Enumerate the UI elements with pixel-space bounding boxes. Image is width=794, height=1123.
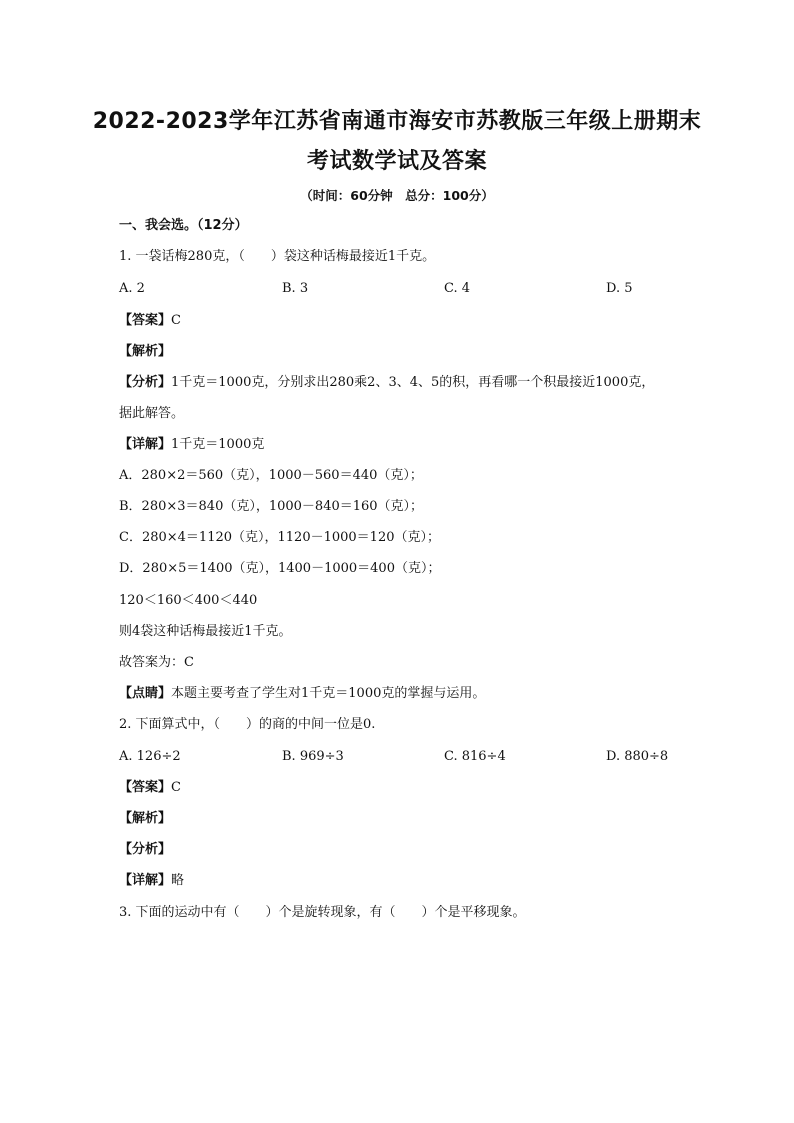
q1-fenxi-cont: 据此解答。 — [119, 406, 185, 421]
q1-fenxi — [119, 374, 654, 392]
q2-option-d: D. 880÷8 — [606, 749, 669, 764]
answer-tag: 【答案】 — [119, 780, 172, 795]
question-3-stem: 3. 下面的运动中有（ ）个是旋转现象，有（ ）个是平移现象。 — [119, 905, 526, 920]
xiangjie-tag: 【详解】 — [119, 437, 172, 452]
q2-analysis-tag: 【解析】 — [119, 811, 172, 826]
q1-option-a: A. 2 — [119, 281, 145, 296]
section-heading: 一、我会选。（12分） — [119, 218, 248, 233]
q1-dianjing — [119, 685, 485, 703]
fenxi-tag: 【分析】 — [119, 375, 172, 390]
q1-step: 则4袋这种话梅最接近1千克。 — [119, 624, 292, 639]
xiangjie-text: 1千克＝1000克 — [171, 437, 265, 452]
page-title-line-2: 考试数学试及答案 — [306, 149, 487, 174]
q1-analysis-tag: 【解析】 — [119, 344, 172, 359]
question-2-stem: 2. 下面算式中，（ ）的商的中间一位是0. — [119, 717, 376, 732]
q1-option-c: C. 4 — [444, 281, 471, 296]
q1-answer — [119, 312, 181, 330]
dianjing-tag: 【点睛】 — [119, 686, 172, 701]
q1-step: B．280×3＝840（克），1000－840＝160（克）； — [119, 499, 424, 514]
question-1-stem: 1. 一袋话梅280克，（ ）袋这种话梅最接近1千克。 — [119, 249, 436, 264]
answer-value: C — [171, 780, 181, 795]
exam-info: （时间：60分钟 总分：100分） — [300, 188, 494, 203]
q1-step: A．280×2＝560（克），1000－560＝440（克）； — [119, 468, 423, 483]
q1-option-d: D. 5 — [606, 281, 633, 296]
dianjing-text: 本题主要考查了学生对1千克＝1000克的掌握与运用。 — [171, 686, 486, 701]
q2-option-b: B. 969÷3 — [282, 749, 344, 764]
q1-step: 故答案为：C — [119, 655, 194, 670]
q1-step: C．280×4＝1120（克），1120－1000＝120（克）； — [119, 530, 440, 545]
q2-xiangjie — [119, 872, 184, 890]
q2-fenxi-tag: 【分析】 — [119, 842, 172, 857]
q1-step: 120＜160＜400＜440 — [119, 593, 258, 608]
q1-step: D．280×5＝1400（克），1400－1000＝400（克）； — [119, 561, 441, 576]
q1-option-b: B. 3 — [282, 281, 309, 296]
page-title-line-1: 2022-2023学年江苏省南通市海安市苏教版三年级上册期末 — [92, 109, 702, 134]
fenxi-text: 1千克＝1000克，分别求出280乘2、3、4、5的积，再看哪一个积最接近1000克， — [171, 375, 655, 390]
xiangjie-text: 略 — [171, 873, 185, 888]
answer-value: C — [171, 313, 181, 328]
q2-answer — [119, 779, 181, 797]
xiangjie-tag: 【详解】 — [119, 873, 172, 888]
q1-xiangjie — [119, 436, 264, 454]
q2-option-a: A. 126÷2 — [119, 749, 181, 764]
q2-option-c: C. 816÷4 — [444, 749, 506, 764]
answer-tag: 【答案】 — [119, 313, 172, 328]
